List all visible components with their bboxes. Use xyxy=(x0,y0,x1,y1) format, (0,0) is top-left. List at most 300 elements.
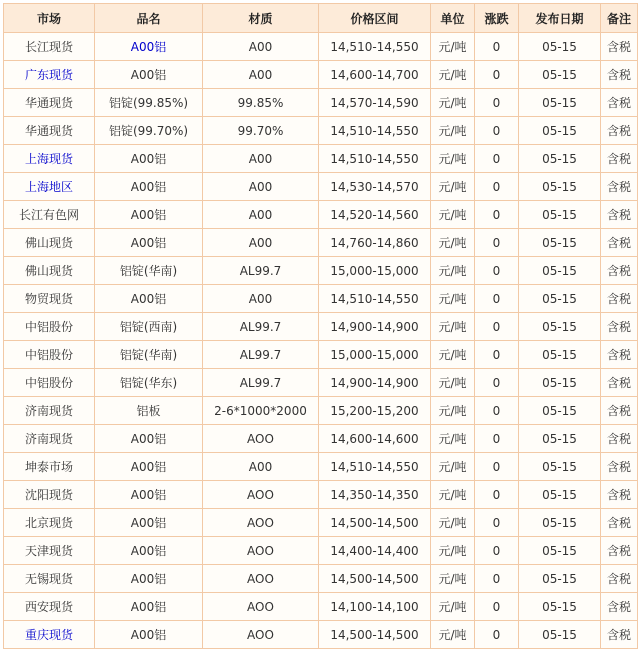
note-text: 含税 xyxy=(606,628,631,642)
table-row xyxy=(4,369,638,397)
unit-text: 元/吨 xyxy=(438,96,467,110)
table-row xyxy=(4,173,638,201)
product-name-cell xyxy=(95,285,203,313)
product-name-text: A00铝 xyxy=(130,460,167,474)
product-name-cell xyxy=(95,117,203,145)
product-name-cell xyxy=(95,145,203,173)
product-name-link[interactable]: A00铝 xyxy=(130,40,167,54)
price-range-cell xyxy=(319,453,431,481)
price-range-cell xyxy=(319,341,431,369)
material-text: 2-6*1000*2000 xyxy=(214,403,307,418)
date-text: 05-15 xyxy=(542,459,577,474)
price-range-text: 14,600-14,600 xyxy=(330,431,419,446)
column-header-date: 发布日期 xyxy=(519,4,601,33)
column-header-market: 市场 xyxy=(4,4,95,33)
note-cell xyxy=(601,621,638,649)
unit-cell xyxy=(431,621,475,649)
unit-cell xyxy=(431,369,475,397)
note-text: 含税 xyxy=(606,460,631,474)
price-range-text: 15,000-15,000 xyxy=(330,347,419,362)
change-text: 0 xyxy=(492,515,501,530)
change-text: 0 xyxy=(492,235,501,250)
table-row xyxy=(4,481,638,509)
column-header-note: 备注 xyxy=(601,4,638,33)
change-cell xyxy=(475,537,519,565)
price-range-text: 14,350-14,350 xyxy=(330,487,419,502)
material-cell xyxy=(203,285,319,313)
product-name-cell xyxy=(95,621,203,649)
unit-text: 元/吨 xyxy=(438,124,467,138)
unit-cell xyxy=(431,453,475,481)
column-header-change: 涨跌 xyxy=(475,4,519,33)
note-cell xyxy=(601,593,638,621)
date-cell xyxy=(519,453,601,481)
change-cell xyxy=(475,593,519,621)
note-text: 含税 xyxy=(606,600,631,614)
product-name-cell xyxy=(95,89,203,117)
product-name-text: A00铝 xyxy=(130,544,167,558)
date-text: 05-15 xyxy=(542,207,577,222)
note-text: 含税 xyxy=(606,376,631,390)
price-range-text: 14,530-14,570 xyxy=(330,179,419,194)
unit-text: 元/吨 xyxy=(438,572,467,586)
change-text: 0 xyxy=(492,263,501,278)
price-range-cell xyxy=(319,537,431,565)
product-name-text: A00铝 xyxy=(130,152,167,166)
change-text: 0 xyxy=(492,67,501,82)
date-cell xyxy=(519,425,601,453)
material-cell xyxy=(203,257,319,285)
product-name-text: A00铝 xyxy=(130,572,167,586)
price-table-container xyxy=(3,3,638,649)
date-text: 05-15 xyxy=(542,67,577,82)
price-range-text: 14,520-14,560 xyxy=(330,207,419,222)
change-text: 0 xyxy=(492,487,501,502)
price-table xyxy=(3,3,638,649)
market-cell xyxy=(4,621,95,649)
product-name-cell xyxy=(95,173,203,201)
note-text: 含税 xyxy=(606,264,631,278)
price-range-cell xyxy=(319,481,431,509)
price-range-cell xyxy=(319,229,431,257)
change-cell xyxy=(475,621,519,649)
material-cell xyxy=(203,89,319,117)
unit-cell xyxy=(431,201,475,229)
price-range-cell xyxy=(319,565,431,593)
market-text: 物贸现货 xyxy=(24,292,73,306)
note-text: 含税 xyxy=(606,236,631,250)
material-text: AL99.7 xyxy=(239,347,282,362)
note-text: 含税 xyxy=(606,96,631,110)
material-text: AOO xyxy=(247,543,274,558)
market-text: 中铝股份 xyxy=(24,320,73,334)
unit-text: 元/吨 xyxy=(438,460,467,474)
market-link[interactable]: 上海现货 xyxy=(24,152,73,166)
price-range-text: 15,200-15,200 xyxy=(330,403,419,418)
material-cell xyxy=(203,313,319,341)
table-row xyxy=(4,229,638,257)
material-cell xyxy=(203,369,319,397)
price-range-text: 14,500-14,500 xyxy=(330,515,419,530)
note-cell xyxy=(601,61,638,89)
unit-cell xyxy=(431,509,475,537)
unit-text: 元/吨 xyxy=(438,152,467,166)
material-cell xyxy=(203,201,319,229)
date-text: 05-15 xyxy=(542,263,577,278)
unit-cell xyxy=(431,33,475,61)
note-cell xyxy=(601,313,638,341)
change-text: 0 xyxy=(492,179,501,194)
material-text: AL99.7 xyxy=(239,375,282,390)
unit-text: 元/吨 xyxy=(438,348,467,362)
market-link[interactable]: 重庆现货 xyxy=(24,628,73,642)
market-text: 济南现货 xyxy=(24,404,73,418)
change-cell xyxy=(475,369,519,397)
change-cell xyxy=(475,61,519,89)
market-text: 佛山现货 xyxy=(24,236,73,250)
market-cell xyxy=(4,481,95,509)
note-text: 含税 xyxy=(606,152,631,166)
material-cell xyxy=(203,145,319,173)
price-range-text: 14,510-14,550 xyxy=(330,123,419,138)
material-cell xyxy=(203,537,319,565)
unit-cell xyxy=(431,173,475,201)
table-row xyxy=(4,313,638,341)
product-name-text: A00铝 xyxy=(130,68,167,82)
date-text: 05-15 xyxy=(542,571,577,586)
material-text: A00 xyxy=(248,39,273,54)
table-row xyxy=(4,61,638,89)
unit-text: 元/吨 xyxy=(438,404,467,418)
material-text: AOO xyxy=(247,487,274,502)
unit-text: 元/吨 xyxy=(438,40,467,54)
material-text: A00 xyxy=(248,179,273,194)
market-cell xyxy=(4,173,95,201)
product-name-text: 铝锭(华东) xyxy=(119,376,178,390)
product-name-cell xyxy=(95,565,203,593)
unit-text: 元/吨 xyxy=(438,236,467,250)
price-range-text: 14,500-14,500 xyxy=(330,627,419,642)
change-cell xyxy=(475,145,519,173)
note-cell xyxy=(601,565,638,593)
product-name-text: A00铝 xyxy=(130,208,167,222)
change-text: 0 xyxy=(492,627,501,642)
market-link[interactable]: 上海地区 xyxy=(24,180,73,194)
date-cell xyxy=(519,593,601,621)
note-cell xyxy=(601,33,638,61)
date-cell xyxy=(519,257,601,285)
unit-text: 元/吨 xyxy=(438,432,467,446)
date-text: 05-15 xyxy=(542,599,577,614)
date-text: 05-15 xyxy=(542,347,577,362)
note-cell xyxy=(601,369,638,397)
unit-cell xyxy=(431,61,475,89)
price-range-text: 14,100-14,100 xyxy=(330,599,419,614)
market-cell xyxy=(4,509,95,537)
change-text: 0 xyxy=(492,319,501,334)
note-cell xyxy=(601,229,638,257)
change-text: 0 xyxy=(492,95,501,110)
date-cell xyxy=(519,481,601,509)
product-name-cell xyxy=(95,397,203,425)
unit-cell xyxy=(431,341,475,369)
unit-text: 元/吨 xyxy=(438,628,467,642)
market-text: 中铝股份 xyxy=(24,348,73,362)
change-cell xyxy=(475,425,519,453)
date-cell xyxy=(519,117,601,145)
change-cell xyxy=(475,117,519,145)
product-name-text: A00铝 xyxy=(130,628,167,642)
material-cell xyxy=(203,621,319,649)
date-text: 05-15 xyxy=(542,543,577,558)
material-text: A00 xyxy=(248,207,273,222)
note-text: 含税 xyxy=(606,572,631,586)
market-text: 西安现货 xyxy=(24,600,73,614)
unit-text: 元/吨 xyxy=(438,264,467,278)
note-cell xyxy=(601,537,638,565)
table-row xyxy=(4,257,638,285)
unit-text: 元/吨 xyxy=(438,208,467,222)
material-text: 99.85% xyxy=(237,95,284,110)
unit-cell xyxy=(431,313,475,341)
change-text: 0 xyxy=(492,39,501,54)
market-text: 佛山现货 xyxy=(24,264,73,278)
change-cell xyxy=(475,341,519,369)
material-text: AOO xyxy=(247,627,274,642)
market-cell xyxy=(4,565,95,593)
product-name-cell xyxy=(95,33,203,61)
material-cell xyxy=(203,481,319,509)
product-name-text: 铝锭(华南) xyxy=(119,348,178,362)
change-cell xyxy=(475,453,519,481)
note-text: 含税 xyxy=(606,320,631,334)
market-cell xyxy=(4,89,95,117)
product-name-text: A00铝 xyxy=(130,600,167,614)
market-cell xyxy=(4,33,95,61)
table-row xyxy=(4,593,638,621)
change-cell xyxy=(475,173,519,201)
market-text: 沈阳现货 xyxy=(24,488,73,502)
unit-text: 元/吨 xyxy=(438,488,467,502)
market-cell xyxy=(4,145,95,173)
unit-text: 元/吨 xyxy=(438,376,467,390)
product-name-cell xyxy=(95,425,203,453)
table-row xyxy=(4,565,638,593)
note-cell xyxy=(601,397,638,425)
price-range-text: 14,570-14,590 xyxy=(330,95,419,110)
note-cell xyxy=(601,257,638,285)
note-cell xyxy=(601,481,638,509)
change-text: 0 xyxy=(492,543,501,558)
material-text: A00 xyxy=(248,235,273,250)
date-text: 05-15 xyxy=(542,627,577,642)
unit-text: 元/吨 xyxy=(438,544,467,558)
material-text: A00 xyxy=(248,67,273,82)
date-text: 05-15 xyxy=(542,319,577,334)
date-text: 05-15 xyxy=(542,39,577,54)
price-range-cell xyxy=(319,257,431,285)
price-range-cell xyxy=(319,33,431,61)
unit-text: 元/吨 xyxy=(438,180,467,194)
date-text: 05-15 xyxy=(542,179,577,194)
note-text: 含税 xyxy=(606,208,631,222)
table-row xyxy=(4,341,638,369)
date-text: 05-15 xyxy=(542,487,577,502)
material-text: 99.70% xyxy=(237,123,284,138)
market-text: 华通现货 xyxy=(24,96,73,110)
material-text: A00 xyxy=(248,459,273,474)
table-row xyxy=(4,89,638,117)
date-text: 05-15 xyxy=(542,123,577,138)
change-cell xyxy=(475,565,519,593)
material-cell xyxy=(203,341,319,369)
product-name-cell xyxy=(95,257,203,285)
note-text: 含税 xyxy=(606,348,631,362)
material-cell xyxy=(203,173,319,201)
product-name-cell xyxy=(95,61,203,89)
header-row xyxy=(4,4,638,33)
date-cell xyxy=(519,229,601,257)
note-cell xyxy=(601,453,638,481)
note-cell xyxy=(601,89,638,117)
change-cell xyxy=(475,285,519,313)
product-name-cell xyxy=(95,229,203,257)
date-text: 05-15 xyxy=(542,431,577,446)
price-range-text: 14,510-14,550 xyxy=(330,291,419,306)
market-cell xyxy=(4,341,95,369)
unit-cell xyxy=(431,285,475,313)
change-text: 0 xyxy=(492,571,501,586)
note-cell xyxy=(601,173,638,201)
change-text: 0 xyxy=(492,291,501,306)
price-range-text: 14,400-14,400 xyxy=(330,543,419,558)
price-range-cell xyxy=(319,201,431,229)
note-text: 含税 xyxy=(606,404,631,418)
date-cell xyxy=(519,341,601,369)
date-cell xyxy=(519,89,601,117)
product-name-text: 铝锭(99.70%) xyxy=(108,124,189,138)
material-text: A00 xyxy=(248,291,273,306)
date-text: 05-15 xyxy=(542,403,577,418)
price-range-cell xyxy=(319,285,431,313)
date-text: 05-15 xyxy=(542,235,577,250)
market-cell xyxy=(4,61,95,89)
material-text: AL99.7 xyxy=(239,263,282,278)
date-cell xyxy=(519,313,601,341)
column-header-material: 材质 xyxy=(203,4,319,33)
product-name-cell xyxy=(95,537,203,565)
date-cell xyxy=(519,369,601,397)
date-text: 05-15 xyxy=(542,375,577,390)
change-text: 0 xyxy=(492,431,501,446)
change-text: 0 xyxy=(492,599,501,614)
product-name-cell xyxy=(95,341,203,369)
unit-text: 元/吨 xyxy=(438,292,467,306)
market-text: 长江有色网 xyxy=(18,208,79,222)
market-link[interactable]: 广东现货 xyxy=(24,68,73,82)
note-text: 含税 xyxy=(606,40,631,54)
unit-cell xyxy=(431,229,475,257)
material-cell xyxy=(203,593,319,621)
change-cell xyxy=(475,257,519,285)
market-cell xyxy=(4,285,95,313)
change-cell xyxy=(475,229,519,257)
note-text: 含税 xyxy=(606,292,631,306)
market-cell xyxy=(4,201,95,229)
product-name-text: 铝板 xyxy=(136,404,161,418)
change-cell xyxy=(475,89,519,117)
date-text: 05-15 xyxy=(542,151,577,166)
market-text: 中铝股份 xyxy=(24,376,73,390)
date-cell xyxy=(519,173,601,201)
market-text: 济南现货 xyxy=(24,432,73,446)
change-cell xyxy=(475,313,519,341)
market-cell xyxy=(4,229,95,257)
unit-text: 元/吨 xyxy=(438,320,467,334)
table-row xyxy=(4,201,638,229)
price-range-text: 15,000-15,000 xyxy=(330,263,419,278)
product-name-text: A00铝 xyxy=(130,516,167,530)
table-row xyxy=(4,285,638,313)
price-range-cell xyxy=(319,145,431,173)
unit-cell xyxy=(431,593,475,621)
material-text: AL99.7 xyxy=(239,319,282,334)
unit-text: 元/吨 xyxy=(438,68,467,82)
date-cell xyxy=(519,201,601,229)
material-text: AOO xyxy=(247,515,274,530)
product-name-cell xyxy=(95,509,203,537)
market-cell xyxy=(4,593,95,621)
product-name-cell xyxy=(95,593,203,621)
price-range-cell xyxy=(319,173,431,201)
change-cell xyxy=(475,33,519,61)
price-range-text: 14,510-14,550 xyxy=(330,151,419,166)
unit-cell xyxy=(431,481,475,509)
note-text: 含税 xyxy=(606,544,631,558)
date-text: 05-15 xyxy=(542,515,577,530)
market-text: 无锡现货 xyxy=(24,572,73,586)
price-range-cell xyxy=(319,117,431,145)
price-range-cell xyxy=(319,369,431,397)
table-row xyxy=(4,145,638,173)
market-text: 华通现货 xyxy=(24,124,73,138)
product-name-cell xyxy=(95,201,203,229)
note-cell xyxy=(601,341,638,369)
price-range-cell xyxy=(319,313,431,341)
market-text: 长江现货 xyxy=(24,40,73,54)
note-cell xyxy=(601,509,638,537)
product-name-cell xyxy=(95,313,203,341)
market-cell xyxy=(4,397,95,425)
change-text: 0 xyxy=(492,207,501,222)
material-cell xyxy=(203,397,319,425)
table-row xyxy=(4,117,638,145)
market-cell xyxy=(4,425,95,453)
price-range-cell xyxy=(319,425,431,453)
change-text: 0 xyxy=(492,459,501,474)
date-cell xyxy=(519,621,601,649)
table-row xyxy=(4,537,638,565)
market-text: 北京现货 xyxy=(24,516,73,530)
material-text: AOO xyxy=(247,599,274,614)
unit-cell xyxy=(431,565,475,593)
product-name-cell xyxy=(95,369,203,397)
table-row xyxy=(4,425,638,453)
note-text: 含税 xyxy=(606,68,631,82)
price-range-cell xyxy=(319,621,431,649)
price-range-text: 14,760-14,860 xyxy=(330,235,419,250)
price-range-cell xyxy=(319,509,431,537)
